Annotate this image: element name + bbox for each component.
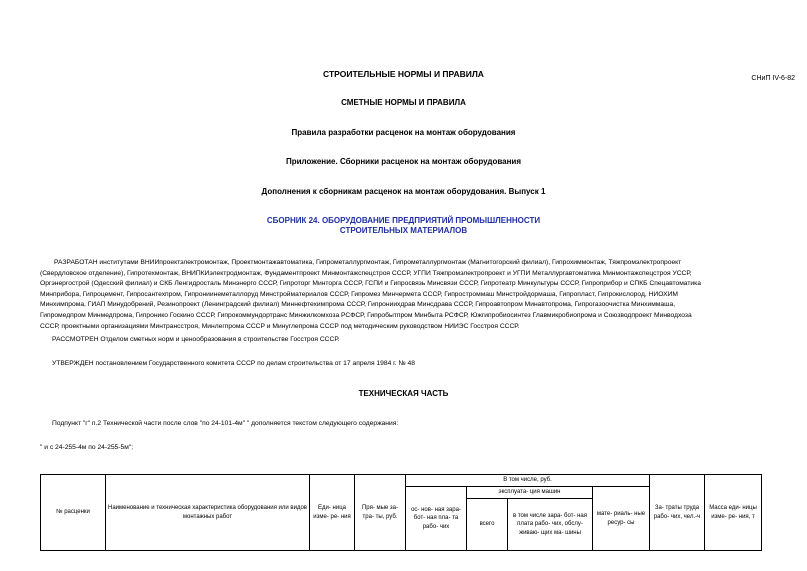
heading-additions: Дополнения к сборникам расценок на монтаж оборудования. Выпуск 1 xyxy=(261,187,546,196)
collection-title-line1: СБОРНИК 24. ОБОРУДОВАНИЕ ПРЕДПРИЯТИЙ ПРОМЫШЛЕННОСТИ xyxy=(266,216,541,225)
developed-line: Минхимпрома, ГИАП Минудобрений, Резинопроект (Ленинградский филиал) Миннефтехимпрома СССР, Гипрониихдрав Минсдрава СССР, Гипроавтопром Минавтопрома, Гипрогазоочистка Минхиммаша, xyxy=(40,301,676,309)
col-direct-costs: Пря- мые за- тра- ты, руб. xyxy=(355,475,406,551)
table-clip xyxy=(0,474,807,571)
developed-by-paragraph xyxy=(40,258,800,332)
rates-table-header xyxy=(40,474,762,551)
col-mass: Масса еди- ницы изме- ре- ния, т xyxy=(705,475,762,551)
col-incl-wages: в том числе зара- бот- ная плата рабо- чих, обслу- живаю- щих ма- шины xyxy=(508,499,593,551)
approved-by-text: УТВЕРЖДЕН постановлением Государственного комитета СССР по делам строительства от 17 апреля 1984 г. № 48 xyxy=(52,360,415,367)
col-name: Наименование и техническая характеристика оборудования или видов монтажных работ xyxy=(106,475,310,551)
col-incl-rub: В том числе, руб. xyxy=(406,475,650,487)
document-code: СНиП IV-6-82 xyxy=(751,75,795,82)
heading-rules: Правила разработки расценок на монтаж оборудования xyxy=(291,128,516,137)
developed-line: РАЗРАБОТАН институтами ВНИИпроектэлектромонтаж, Проектмонтажавтоматика, Гипрометаллургмонтаж, Гипрометаллургмонтаж (Магнитогорский филиал), Гипрохиммонтаж, Тяжпромэлектропроект xyxy=(54,259,682,266)
col-wages: ос- нов- ная зара- бот- ная пла- та рабо- чих xyxy=(406,487,467,551)
heading-building-norms: СТРОИТЕЛЬНЫЕ НОРМЫ И ПРАВИЛА xyxy=(323,69,484,79)
addition-text: " и с 24-255-4м по 24-255-5м"; xyxy=(40,444,134,451)
developed-line: Минприбора, Гипроцемент, Гипросантехпром, Гипрониинеметаллоруд Минстройматериалов СССР, Гипромез Минчермета СССР, Гипростроммаш Минстройдормаша, Гипропласт, Гипрокислород, НИОХИМ xyxy=(40,290,678,298)
col-unit: Еди- ница изме- ре- ния xyxy=(310,475,355,551)
developed-line: Гипромедпром Минмедпрома, Гипронико Госкино СССР, Гипрокоммундортранс Минжилкомхоза РСФСР, Гипробытпром Минбыта РСФСР, Южгипробиосинтез Главмикробиопрома и Союзводпроект Минводхоза xyxy=(40,311,692,319)
col-materials: мате- риаль- ные ресур- сы xyxy=(593,487,650,551)
col-rate-number: № расценки xyxy=(41,475,106,551)
subpoint-text: Подпункт "г" п.2 Технической части после слов "по 24-101-4м" " дополняется текстом следующего содержания: xyxy=(52,420,399,427)
col-total: всего xyxy=(467,499,508,551)
developed-line: СССР, проектными организациями Минтрансстроя, Минлегпрома СССР и Минуглепрома СССР под методическим руководством НИИЭС Госстроя СССР. xyxy=(40,322,520,330)
heading-appendix: Приложение. Сборники расценок на монтаж оборудования xyxy=(285,157,522,166)
collection-title-line2: СТРОИТЕЛЬНЫХ МАТЕРИАЛОВ xyxy=(339,226,468,235)
developed-line: (Свердловское отделение), Гипротехмонтаж, ВНИПКИэлектродмонтаж, Фундаментпроект Минмонтажспецстроя СССР, УГПИ Тяжпромэлектропроект и УГПИ Металлургавтоматика Минмонтажспецстроя УССР, xyxy=(40,269,692,277)
heading-estimate-norms: СМЕТНЫЕ НОРМЫ И ПРАВИЛА xyxy=(341,98,466,107)
technical-part-heading: ТЕХНИЧЕСКАЯ ЧАСТЬ xyxy=(358,389,449,398)
col-labor: За- траты труда рабо- чих, чел.-ч xyxy=(650,475,705,551)
reviewed-by-text: РАССМОТРЕН Отделом сметных норм и ценообразования в строительстве Госстроя СССР. xyxy=(52,336,340,343)
col-machine-operation: эксплуата- ция машин xyxy=(467,487,593,499)
developed-line: Оргэнергострой (Одесский филиал) и СКБ Ленгидросталь Минэнерго СССР, Гипроторг Минторга СССР, ГСПИ и Гипросвязь Минсвязи СССР, Гипротеатр Минкультуры СССР, Гипроприбор и СПКБ Спецавтоматика xyxy=(40,280,701,288)
